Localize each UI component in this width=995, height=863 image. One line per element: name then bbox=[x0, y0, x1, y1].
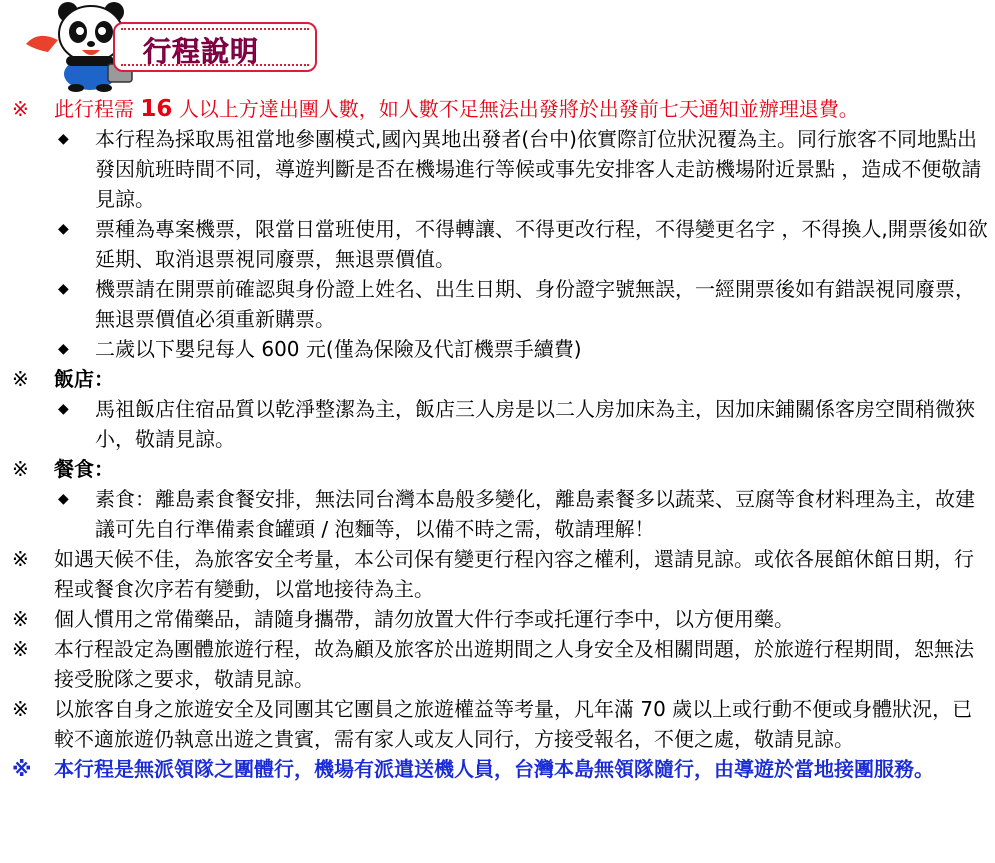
bullet-item: ◆ 二歲以下嬰兒每人 600 元(僅為保險及代訂機票手續費) bbox=[10, 334, 990, 364]
bullet-item: ◆ 馬祖飯店住宿品質以乾淨整潔為主，飯店三人房是以二人房加床為主，因加床鋪關係客房空間稍微狹小，敬請見諒。 bbox=[10, 394, 990, 454]
note-no-tour-leader: ※ 本行程是無派領隊之團體行，機場有派遣送機人員，台灣本島無領隊隨行，由導遊於當地接團服務。 bbox=[10, 754, 990, 784]
header bbox=[18, 0, 308, 92]
reference-mark: ※ bbox=[12, 367, 29, 391]
reference-mark: ※ bbox=[12, 97, 29, 121]
hotel-section-heading: ※ 飯店： bbox=[10, 364, 990, 394]
reference-mark: ※ bbox=[12, 757, 32, 781]
note-group-travel: ※ 本行程設定為團體旅遊行程，故為顧及旅客於出遊期間之人身安全及相關問題，於旅遊行程期間，恕無法接受脫隊之要求，敬請見諒。 bbox=[10, 634, 990, 694]
bullet-item: ◆ 素食：離島素食餐安排，無法同台灣本島般多變化，離島素餐多以蔬菜、豆腐等食材料理為主，故建議可先自行準備素食罐頭 / 泡麵等，以備不時之需，敬請理解！ bbox=[10, 484, 990, 544]
diamond-bullet-icon: ◆ bbox=[58, 341, 69, 357]
reference-mark: ※ bbox=[12, 637, 29, 661]
title-banner bbox=[113, 22, 317, 72]
reference-mark: ※ bbox=[12, 697, 29, 721]
page-title: 行程說明 bbox=[143, 35, 260, 68]
meal-section-heading: ※ 餐食： bbox=[10, 454, 990, 484]
note-weather: ※ 如遇天候不佳，為旅客安全考量，本公司保有變更行程內容之權利，還請見諒。或依各展館休館日期，行程或餐食次序若有變動，以當地接待為主。 bbox=[10, 544, 990, 604]
note-min-participants: ※ 此行程需 16 人以上方達出團人數，如人數不足無法出發將於出發前七天通知並辦理退費。 bbox=[12, 96, 859, 122]
bullet-item: ◆ 本行程為採取馬祖當地參團模式,國內異地出發者(台中)依實際訂位狀況覆為主。同行旅客不同地點出發因航班時間不同，導遊判斷是否在機場進行等候或事先安排客人走訪機場附近景點 ，造成不便敬請見諒。 bbox=[10, 124, 990, 214]
diamond-bullet-icon: ◆ bbox=[58, 281, 69, 297]
min-participants-number: 16 bbox=[140, 96, 173, 122]
reference-mark: ※ bbox=[12, 457, 29, 481]
reference-mark: ※ bbox=[12, 607, 29, 631]
diamond-bullet-icon: ◆ bbox=[58, 221, 69, 237]
note-elderly: ※ 以旅客自身之旅遊安全及同團其它團員之旅遊權益等考量，凡年滿 70 歲以上或行動不便或身體狀況，已較不適旅遊仍執意出遊之貴賓，需有家人或友人同行，方接受報名，不便之處，敬請見諒。 bbox=[10, 694, 990, 754]
bullet-item: ◆ 機票請在開票前確認與身份證上姓名、出生日期、身份證字號無誤，一經開票後如有錯誤視同廢票，無退票價值必須重新購票。 bbox=[10, 274, 990, 334]
diamond-bullet-icon: ◆ bbox=[58, 401, 69, 417]
diamond-bullet-icon: ◆ bbox=[58, 491, 69, 507]
bullet-item: ◆ 票種為專案機票，限當日當班使用，不得轉讓、不得更改行程，不得變更名字 ，不得換人,開票後如欲延期、取消退票視同廢票，無退票價值。 bbox=[10, 214, 990, 274]
note-medicine: ※ 個人慣用之常備藥品，請隨身攜帶，請勿放置大件行李或托運行李中，以方便用藥。 bbox=[10, 604, 990, 634]
diamond-bullet-icon: ◆ bbox=[58, 131, 69, 147]
notes-content bbox=[10, 94, 990, 784]
reference-mark: ※ bbox=[12, 547, 29, 571]
